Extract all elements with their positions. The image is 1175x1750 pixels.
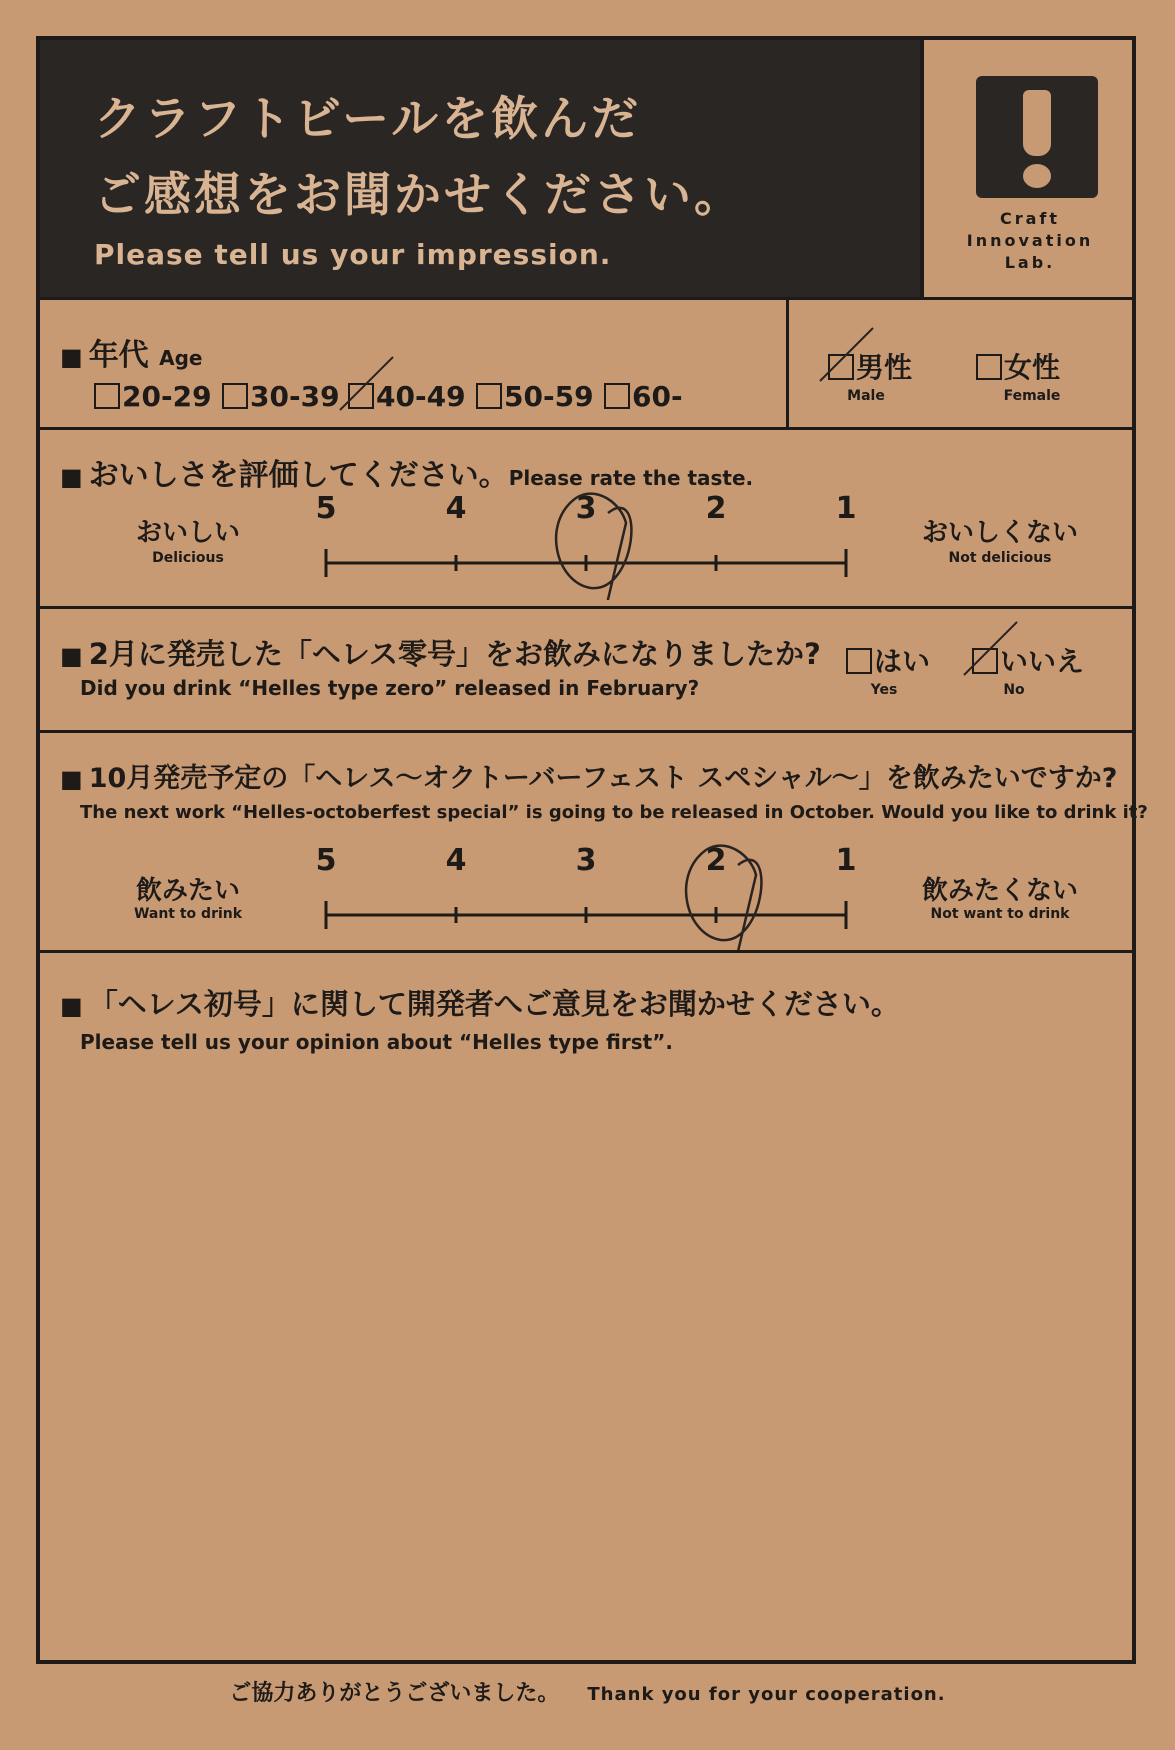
- logo: [920, 40, 1136, 297]
- header-title-line2: ご感想をお聞かせください。: [94, 168, 744, 223]
- zero-yes[interactable]: はい: [846, 640, 930, 680]
- checkbox-checked[interactable]: [828, 354, 854, 380]
- october-left-label-en: Want to drink: [133, 906, 243, 922]
- age-option-40-49[interactable]: 40-49: [348, 380, 466, 413]
- scale-label-4[interactable]: 4: [445, 843, 467, 878]
- header-banner: [40, 40, 920, 297]
- taste-question: ■ おいしさを評価してください。Please rate the taste.: [60, 458, 754, 493]
- gender-male-en: Male: [847, 388, 885, 404]
- logo-text: Craft Innovation Lab.: [966, 209, 1094, 272]
- age-option-50-59[interactable]: 50-59: [476, 380, 594, 413]
- age-option-20-29[interactable]: 20-29: [94, 380, 212, 413]
- divider: [786, 297, 789, 427]
- checkbox[interactable]: [604, 383, 630, 409]
- gender-male[interactable]: 男性: [828, 346, 912, 386]
- divider: [40, 950, 1132, 953]
- taste-scale[interactable]: [40, 480, 1136, 600]
- checkbox[interactable]: [222, 383, 248, 409]
- scale-label-5[interactable]: 5: [315, 843, 337, 878]
- scale-label-1[interactable]: 1: [835, 491, 857, 526]
- check-mark-icon: [818, 326, 878, 386]
- scale-label-3[interactable]: 3: [575, 843, 597, 878]
- checkbox[interactable]: [94, 383, 120, 409]
- scale-label-2[interactable]: 2: [705, 491, 727, 526]
- opinion-question: ■ 「ヘレス初号」に関して開発者へご意見をお聞かせください。: [60, 987, 900, 1021]
- scale-label-3[interactable]: 3: [575, 491, 597, 526]
- footer-thanks: ご協力ありがとうございました。 Thank you for your cooperation.: [229, 1681, 946, 1706]
- scale-label-5[interactable]: 5: [315, 491, 337, 526]
- zero-no[interactable]: いいえ: [972, 640, 1084, 680]
- taste-right-label-en: Not delicious: [948, 550, 1052, 566]
- header-title-line1: クラフトビールを飲んだ: [94, 92, 642, 147]
- opinion-question-en: Please tell us your opinion about “Helles type first”.: [80, 1030, 673, 1054]
- header-title-en: Please tell us your impression.: [94, 238, 612, 271]
- age-option-30-39[interactable]: 30-39: [222, 380, 340, 413]
- checkbox-checked[interactable]: [972, 648, 998, 674]
- divider: [40, 297, 1132, 300]
- divider: [40, 427, 1132, 430]
- zero-question-en: Did you drink “Helles type zero” released in February?: [80, 676, 700, 700]
- october-right-label-en: Not want to drink: [930, 906, 1070, 922]
- october-question-en: The next work “Helles-octoberfest special” is going to be released in October. Would you like to drink it?: [80, 802, 1148, 823]
- opinion-textarea[interactable]: [70, 1070, 1100, 1640]
- checkbox[interactable]: [976, 354, 1002, 380]
- scale-label-4[interactable]: 4: [445, 491, 467, 526]
- october-right-label: 飲みたくない: [921, 876, 1078, 906]
- gender-female[interactable]: 女性: [976, 346, 1060, 386]
- zero-yes-en: Yes: [870, 682, 898, 698]
- divider: [40, 606, 1132, 609]
- taste-right-label: おいしくない: [921, 518, 1078, 548]
- checkbox-checked[interactable]: [348, 383, 374, 409]
- divider: [40, 730, 1132, 733]
- age-label: ■ 年代 Age: [60, 338, 203, 373]
- taste-left-label: おいしい: [135, 518, 240, 548]
- checkbox[interactable]: [476, 383, 502, 409]
- zero-no-en: No: [1003, 682, 1025, 698]
- october-left-label: 飲みたい: [135, 876, 240, 906]
- gender-female-en: Female: [1003, 388, 1061, 404]
- zero-question: ■ 2月に発売した「ヘレス零号」をお飲みになりましたか?: [60, 637, 821, 671]
- october-scale[interactable]: [40, 832, 1136, 952]
- october-question: ■ 10月発売予定の「ヘレス～オクトーバーフェスト スペシャル～」を飲みたいですか?: [60, 763, 1118, 794]
- scale-label-1[interactable]: 1: [835, 843, 857, 878]
- checkbox[interactable]: [846, 648, 872, 674]
- scale-label-2[interactable]: 2: [705, 843, 727, 878]
- survey-card: [36, 36, 1148, 1664]
- taste-left-label-en: Delicious: [152, 550, 224, 566]
- check-mark-icon: [962, 620, 1022, 680]
- age-option-60[interactable]: 60-: [604, 380, 683, 413]
- exclamation-icon: [976, 76, 1098, 198]
- check-mark-icon: [338, 355, 398, 415]
